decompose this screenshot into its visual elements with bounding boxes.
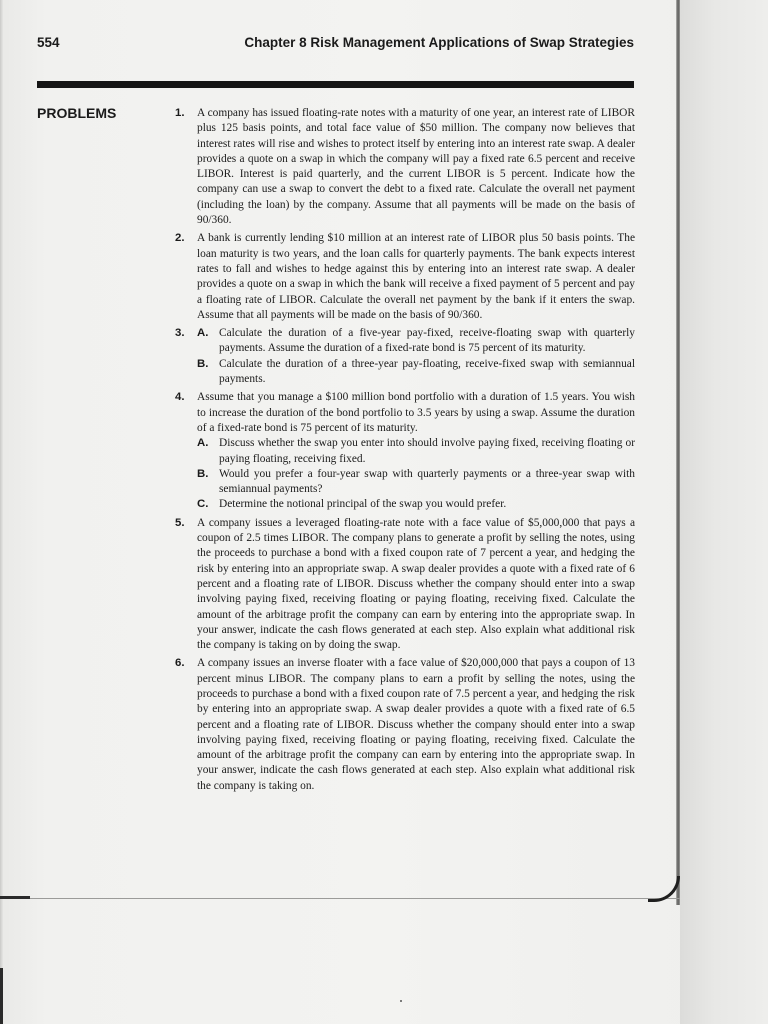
page-number: 554: [37, 35, 60, 50]
section-label: PROBLEMS: [37, 105, 117, 121]
problem-parts: [197, 436, 635, 512]
page-corner-mark: [0, 896, 30, 899]
problem-number: 6.: [175, 657, 185, 670]
scan-speck: [400, 1000, 402, 1002]
binding-shadow: [676, 0, 680, 905]
part-letter: A.: [197, 327, 209, 340]
part-text: Discuss whether the swap you enter into should involve paying fixed, receiving floating or paying floating, receiving fixed.: [219, 437, 635, 465]
part-text: Determine the notional principal of the swap you would prefer.: [219, 498, 507, 511]
running-head: Chapter 8 Risk Management Applications of Swap Strategies: [244, 35, 634, 50]
problem-number: 1.: [175, 107, 185, 119]
facing-page-margin: [680, 0, 768, 1024]
part-letter: B.: [197, 357, 209, 370]
page-bottom-edge: [30, 898, 680, 899]
problem-3: [175, 326, 635, 387]
problem-text: A company issues an inverse floater with a face value of $20,000,000 that pays a coupon of 13 percent minus LIBOR. The company plans to earn a profit by selling the notes, using the proceeds to purchase a bond with a fixed coupon rate of 7.5 percent a year, and hedging the risk by entering into an appropriate swap. A swap dealer provides a quote with a fixed rate of 6.5 percent and a floating rate of LIBOR. Discuss whether the company should enter into a swap involving paying fixed, receiving floating or paying floating, receiving fixed. Calculate the amount of the arbitrage profit the company can earn by entering into the appropriate swap. In your answer, indicate the cash flows generated at each step. Also explain what additional risk the company is taking on.: [197, 657, 635, 792]
problem-4: [175, 390, 635, 512]
part-letter: C.: [197, 498, 209, 511]
page-header: [37, 35, 634, 53]
problem-text: A bank is currently lending $10 million at an interest rate of LIBOR plus 50 basis points. The loan maturity is two years, and the loan calls for quarterly payments. The bank expects interest rates to fall and wishes to hedge against this by entering into an interest rate swap. A dealer provides a quote on a swap in which the bank will receive a fixed payment of 5 percent and pay a floating rate of LIBOR. Calculate the overall net payment by the bank if it enters the swap. Assume that all payments will be made on the basis of 90/360.: [197, 232, 635, 321]
part-text: Calculate the duration of a five-year pay-fixed, receive-floating swap with quarterly payments. Assume the duration of a fixed-rate bond is 75 percent of its maturity.: [219, 327, 635, 355]
problem-list: [175, 106, 635, 797]
problem-6: [175, 656, 635, 794]
problem-part-a: [197, 436, 635, 467]
problem-2: [175, 231, 635, 323]
part-text: Calculate the duration of a three-year pay-floating, receive-fixed swap with semiannual payments.: [219, 357, 635, 386]
part-letter: A.: [197, 437, 209, 450]
part-letter: B.: [197, 467, 209, 480]
problem-parts: [197, 326, 635, 387]
problem-part-c: [197, 497, 635, 512]
problem-text: A company has issued floating-rate notes with a maturity of one year, an interest rate of LIBOR plus 125 basis points, and total face value of $50 million. The company now believes that interest rates will rise and wishes to protect itself by entering into an interest rate swap. A dealer provides a quote on a swap in which the company will pay a fixed rate 6.5 percent and receive LIBOR. Interest is paid quarterly, and the current LIBOR is 5 percent. Indicate how the company can use a swap to convert the debt to a fixed rate. Calculate the overall net payment (including the loan) by the company. Assume that all payments will be made on the basis of 90/360.: [197, 107, 635, 227]
problem-part-a: [197, 326, 635, 357]
part-text: Would you prefer a four-year swap with quarterly payments or a three-year swap with semiannual payments?: [219, 467, 635, 496]
problem-text: Assume that you manage a $100 million bond portfolio with a duration of 1.5 years. You wish to increase the duration of the bond portfolio to 3.5 years by using a swap. Assume the duration of a fixed-rate bond is 75 percent of its maturity.: [197, 391, 635, 434]
problem-part-b: [197, 467, 635, 498]
problem-part-b: [197, 357, 635, 388]
problem-number: 2.: [175, 232, 185, 245]
problem-number: 3.: [175, 327, 185, 340]
problem-1: [175, 106, 635, 228]
page-left-edge: [0, 0, 3, 1024]
problem-5: [175, 516, 635, 654]
problem-text: A company issues a leveraged floating-rate note with a face value of $5,000,000 that pays a coupon of 2.5 times LIBOR. The company plans to generate a profit by selling the notes, using the proceeds to purchase a bond with a fixed coupon rate of 7 percent a year, and hedging the risk by entering into an appropriate swap. A swap dealer provides a quote with a fixed rate of 6 percent and a floating rate of LIBOR. Discuss whether the company should enter into a swap involving paying fixed, receiving floating or paying floating, receiving fixed. Calculate the amount of the arbitrage profit the company can earn by entering into the appropriate swap. In your answer, indicate the cash flows generated at each step. Also explain what additional risk the company is taking on by doing the swap.: [197, 516, 635, 652]
problem-number: 4.: [175, 391, 185, 404]
scan-edge-mark: [0, 968, 3, 1024]
problem-number: 5.: [175, 516, 185, 529]
section-rule: [37, 81, 634, 88]
